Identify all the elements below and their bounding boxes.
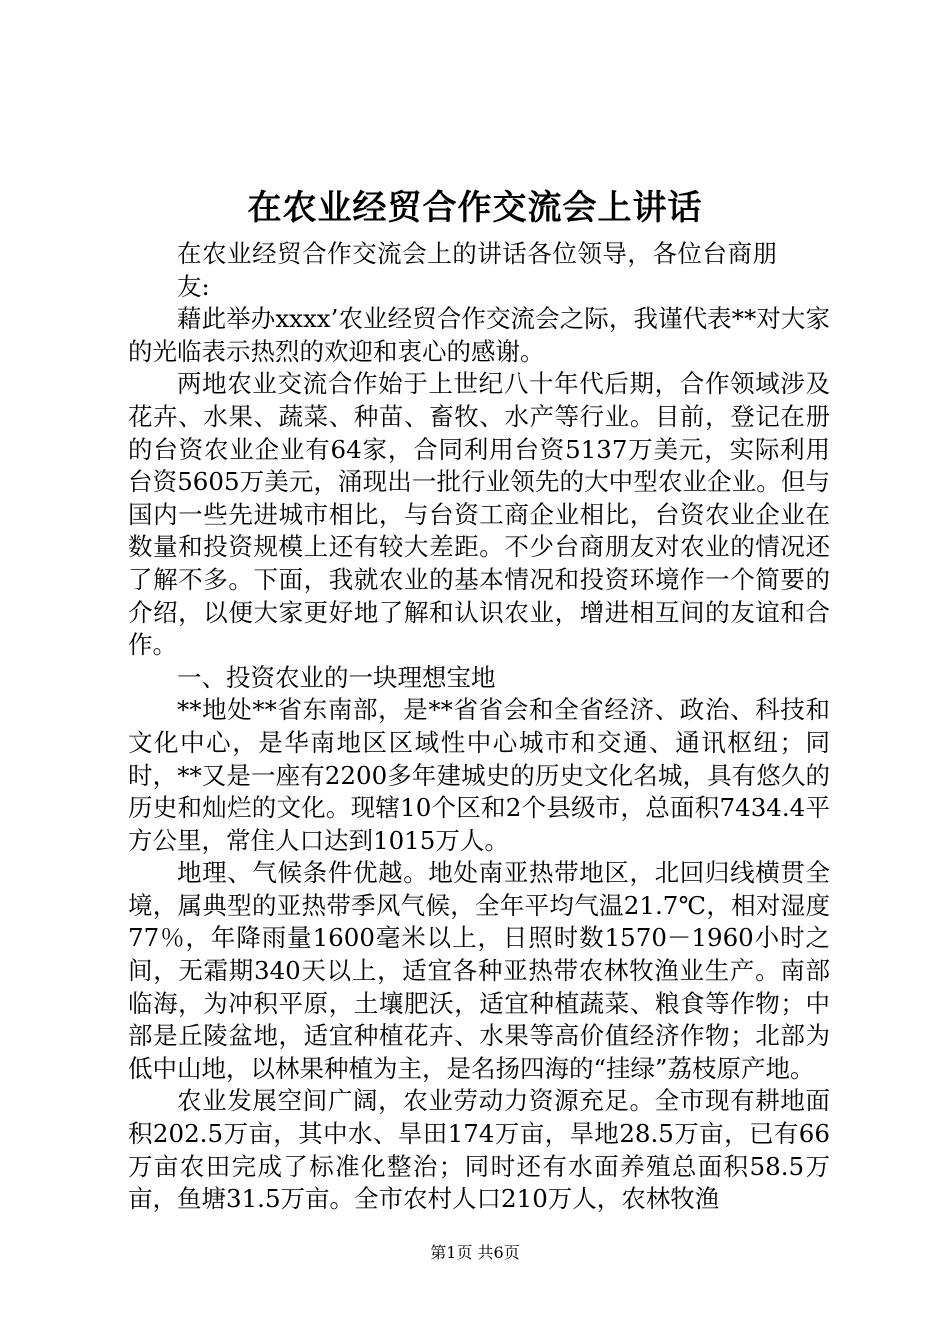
document-body (128, 238, 830, 1216)
page-number: 第1页 共6页 (430, 1243, 520, 1262)
welcome-paragraph: 藉此举办xxxx’农业经贸合作交流会之际，我谨代表**对大家的光临表示热烈的欢迎和衷心的感谢。 (128, 304, 830, 366)
cooperation-paragraph: 两地农业交流合作始于上世纪八十年代后期，合作领域涉及花卉、水果、蔬菜、种苗、畜牧、水产等行业。目前，登记在册的台资农业企业有64家，合同利用台资5137万美元，实际利用台资5605万美元，涌现出一批行业领先的大中型农业企业。但与国内一些先进城市相比，与台资工商企业相比，台资农业企业在数量和投资规模上还有较大差距。不少台商朋友对农业的情况还了解不多。下面，我就农业的基本情况和投资环境作一个简要的介绍，以便大家更好地了解和认识农业，增进相互间的友谊和合作。 (128, 369, 830, 660)
climate-paragraph: 地理、气候条件优越。地处南亚热带地区，北回归线横贯全境，属典型的亚热带季风气候，全年平均气温21.7℃，相对湿度77％，年降雨量1600毫米以上，日照时数1570－1960小时之间，无霜期340天以上，适宜各种亚热带农林牧渔业生产。南部临海，为冲积平原，土壤肥沃，适宜种植蔬菜、粮食等作物；中部是丘陵盆地，适宜种植花卉、水果等高价值经济作物；北部为低中山地，以林果种植为主，是名扬四海的“挂绿”荔枝原产地。 (128, 858, 830, 1083)
intro-paragraph: 在农业经贸合作交流会上的讲话各位领导，各位台商朋友: (177, 239, 777, 301)
location-paragraph: **地处**省东南部，是**省省会和全省经济、政治、科技和文化中心，是华南地区区域性中心城市和交通、通讯枢纽；同时，**又是一座有2200多年建城史的历史文化名城，具有悠久的历史和灿烂的文化。现辖10个区和2个县级市，总面积7434.4平方公里，常住人口达到1015万人。 (128, 695, 830, 855)
page-title: 在农业经贸合作交流会上讲话 (247, 188, 703, 228)
section-heading: 一、投资农业的一块理想宝地 (177, 662, 496, 692)
resources-paragraph: 农业发展空间广阔，农业劳动力资源充足。全市现有耕地面积202.5万亩，其中水、旱田174万亩，旱地28.5万亩，已有66万亩农田完成了标准化整治；同时还有水面养殖总面积58.5万亩，鱼塘31.5万亩。全市农村人口210万人，农林牧渔 (128, 1086, 830, 1214)
